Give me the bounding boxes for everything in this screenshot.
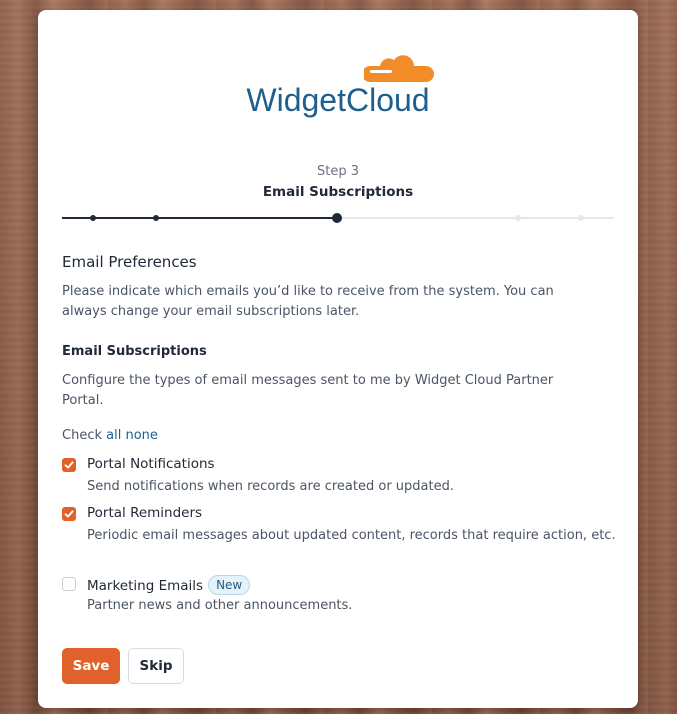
cloud-logo-icon bbox=[364, 48, 434, 82]
check-label: Check bbox=[62, 428, 102, 443]
marketing-emails-label-wrap[interactable] bbox=[87, 575, 250, 595]
setup-card bbox=[38, 10, 638, 708]
option-marketing-emails[interactable] bbox=[62, 575, 622, 615]
preferences-title: Email Preferences bbox=[62, 253, 197, 271]
check-none-link[interactable]: none bbox=[125, 428, 158, 443]
check-all-none bbox=[62, 428, 158, 443]
progress-step-3-current bbox=[332, 213, 342, 223]
marketing-emails-label[interactable]: Marketing Emails bbox=[87, 578, 204, 594]
subscriptions-title: Email Subscriptions bbox=[62, 344, 207, 359]
save-button[interactable]: Save bbox=[62, 648, 120, 684]
progress-step-5 bbox=[578, 215, 584, 221]
checkmark-icon bbox=[63, 459, 75, 471]
portal-reminders-label[interactable]: Portal Reminders bbox=[87, 505, 203, 521]
new-badge: New bbox=[208, 575, 250, 595]
preferences-description: Please indicate which emails you’d like to receive from the system. You can always change your email subscriptions later. bbox=[62, 284, 554, 319]
portal-reminders-checkbox[interactable] bbox=[62, 507, 76, 521]
brand-logo bbox=[38, 46, 638, 126]
portal-reminders-description: Periodic email messages about updated content, records that require action, etc. bbox=[87, 528, 616, 543]
check-all-link[interactable]: all bbox=[106, 428, 122, 443]
step-label: Step 3 bbox=[316, 164, 359, 179]
step-title: Email Subscriptions bbox=[262, 184, 414, 200]
progress-step-1 bbox=[90, 215, 96, 221]
portal-notifications-checkbox[interactable] bbox=[62, 458, 76, 472]
marketing-emails-checkbox[interactable] bbox=[62, 577, 76, 591]
marketing-emails-description: Partner news and other announcements. bbox=[87, 598, 353, 613]
checkmark-icon bbox=[63, 508, 75, 520]
option-portal-reminders[interactable] bbox=[62, 505, 622, 565]
progress-step-2 bbox=[153, 215, 159, 221]
portal-notifications-label[interactable]: Portal Notifications bbox=[87, 456, 215, 472]
wizard-progress bbox=[62, 210, 614, 226]
skip-button[interactable]: Skip bbox=[128, 648, 184, 684]
portal-notifications-description: Send notifications when records are created or updated. bbox=[87, 479, 454, 494]
brand-name: WidgetCloud bbox=[246, 82, 430, 118]
option-portal-notifications[interactable] bbox=[62, 456, 622, 496]
subscriptions-description: Configure the types of email messages sent to me by Widget Cloud Partner Portal. bbox=[62, 373, 554, 408]
progress-step-4 bbox=[515, 215, 521, 221]
